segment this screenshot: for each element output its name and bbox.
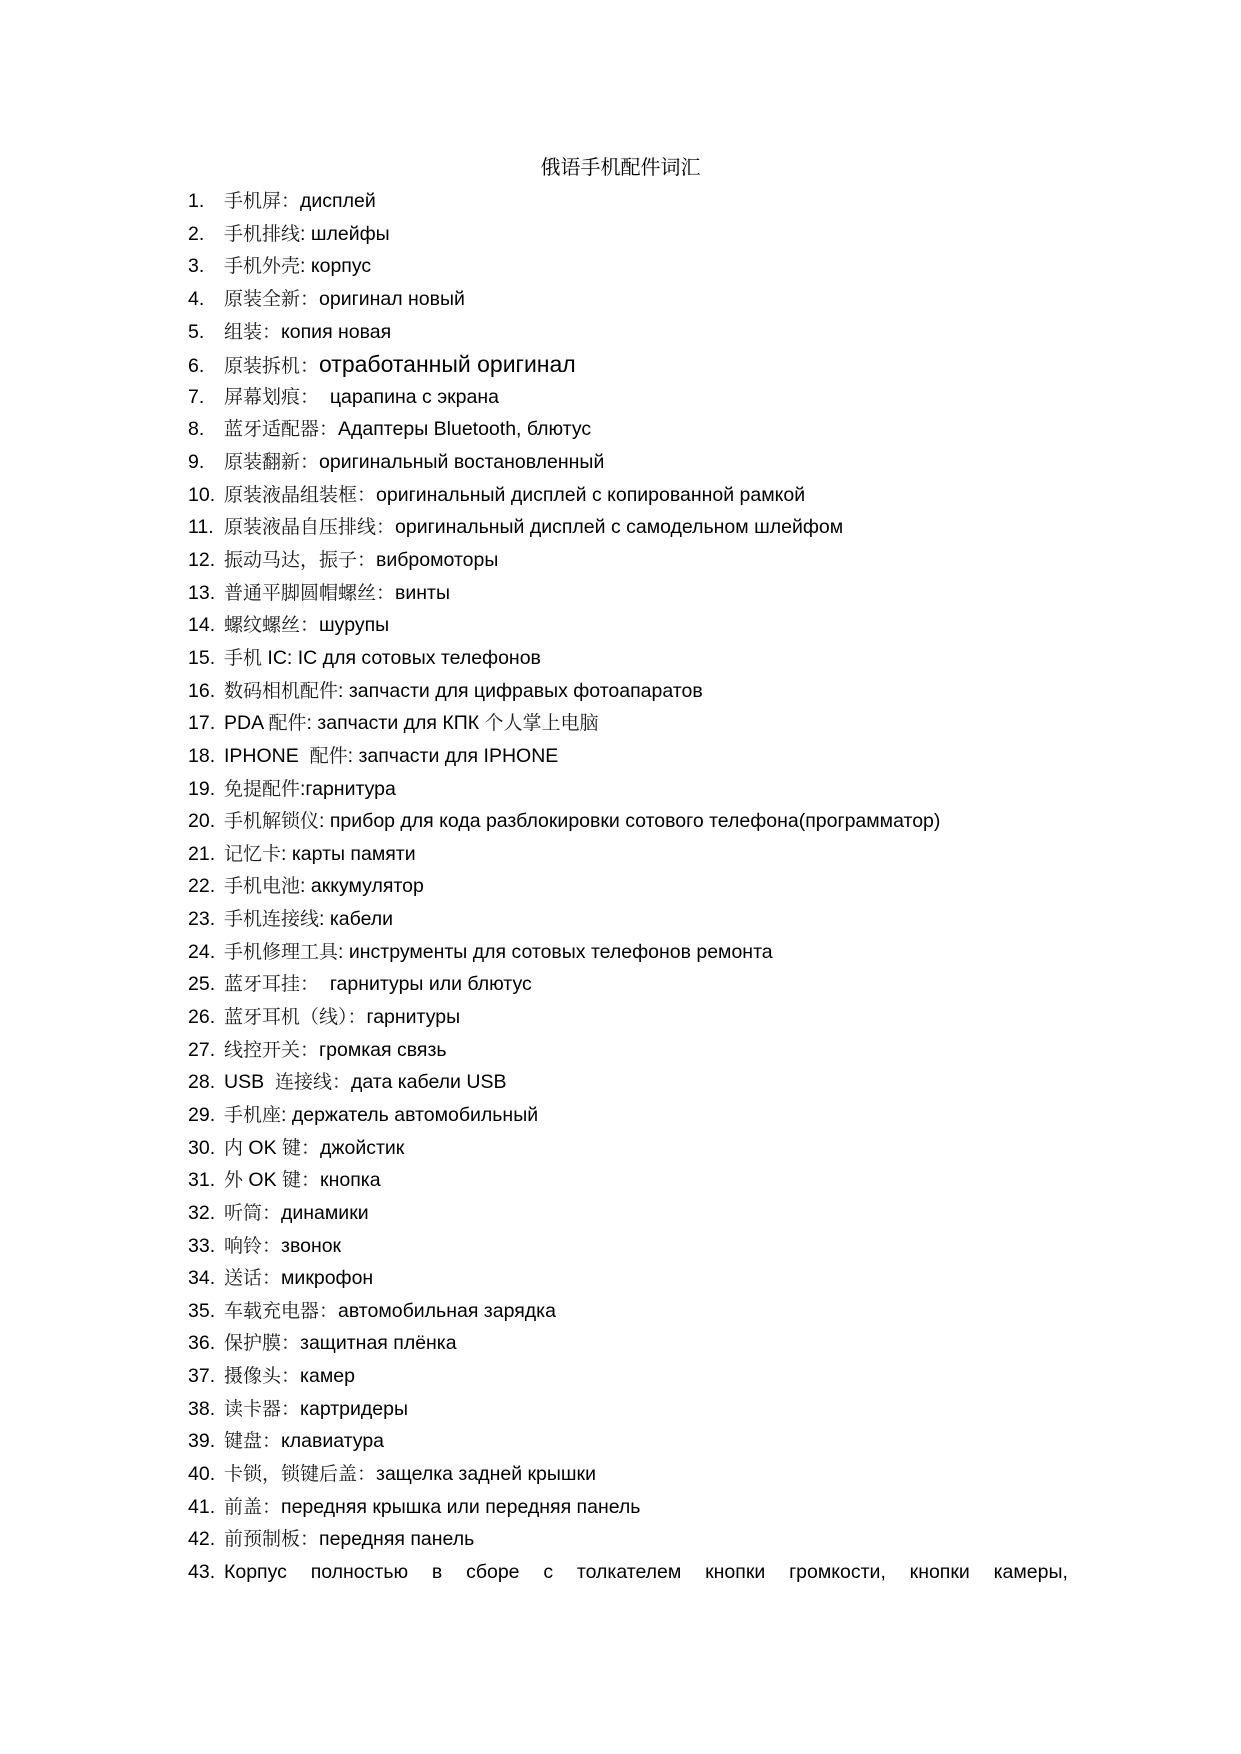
list-item [188,479,1068,512]
list-item [188,1034,1068,1067]
russian-term: кнопка [320,1169,381,1192]
item-number: 11. [188,516,214,539]
russian-term: : аккумулятор [300,875,424,898]
russian-term: PDA [224,712,269,735]
list-item [188,1295,1068,1328]
russian-term: IC: IC для сотовых телефонов [262,646,541,669]
item-number: 34. [188,1267,216,1290]
item-number: 42. [188,1528,216,1551]
chinese-term: 蓝牙耳机（线）： [224,1006,367,1029]
chinese-term: 保护膜： [224,1332,301,1355]
list-item [188,1230,1068,1263]
chinese-term: 振动马达，振子： [224,549,377,572]
word: полностью [310,1560,409,1583]
list-item [188,1099,1068,1132]
list-item [188,1197,1068,1230]
russian-term: камер [300,1365,355,1388]
chinese-term: 蓝牙适配器： [224,418,339,441]
chinese-term: 键盘： [224,1430,282,1453]
item-number: 19. [188,777,216,800]
word: толкателем [576,1560,682,1583]
list-item [188,838,1068,871]
chinese-term: 原装液晶组装框： [224,483,377,506]
list-item [188,316,1068,349]
word: Корпус [224,1560,287,1583]
chinese-term: 手机连接线 [224,908,320,931]
word: сборе [466,1560,520,1583]
chinese-term: 前盖： [224,1495,282,1518]
list-item [188,511,1068,544]
russian-term: передняя панель [319,1528,475,1551]
list-item [188,1262,1068,1295]
item-number: 24. [188,940,216,963]
list-item [188,1556,1068,1589]
chinese-term: 车载充电器： [224,1299,339,1322]
list-item [188,707,1068,740]
item-number: 38. [188,1397,216,1420]
item-number: 41. [188,1495,216,1518]
russian-term: : прибор для кода разблокировки сотового телефона(программатор) [319,810,941,833]
list-item [188,805,1068,838]
list-item [188,1491,1068,1524]
item-number: 36. [188,1332,216,1355]
item-number: 37. [188,1365,216,1388]
item-number: 30. [188,1136,216,1159]
chinese-term: 读卡器： [224,1397,301,1420]
item-number: 21. [188,842,216,865]
item-number: 29. [188,1103,216,1126]
russian-term: :гарнитура [300,777,396,800]
chinese-term: 前预制板： [224,1528,320,1551]
list-item [188,740,1068,773]
russian-term: Адаптеры Bluetooth, блютус [338,418,592,441]
russian-term: вибромоторы [376,549,499,572]
russian-term: OK [243,1136,283,1159]
russian-term: : запчасти для КПК [306,712,485,735]
list-item [188,1132,1068,1165]
chinese-term: 屏幕划痕： [224,385,320,408]
chinese-term: 外 [224,1169,244,1192]
russian-term: : шлейфы [300,222,390,245]
page-title: 俄语手机配件词汇 [540,155,701,179]
chinese-term: 手机外壳 [224,255,301,278]
list-item [188,773,1068,806]
item-number: 5. [188,320,205,343]
russian-term: динамики [281,1201,369,1224]
item-number: 10. [188,483,216,506]
russian-term: автомобильная зарядка [338,1299,556,1322]
list-item [188,283,1068,316]
list-item [188,1458,1068,1491]
chinese-term: 手机电池 [224,875,301,898]
russian-term: шурупы [319,614,390,637]
item-number: 28. [188,1071,216,1094]
list-item [188,381,1068,414]
item-number: 18. [188,744,216,767]
item-number: 14. [188,614,216,637]
chinese-term: 蓝牙耳挂： [224,973,320,996]
russian-term: : карты памяти [281,842,416,865]
list-item [188,1164,1068,1197]
item-number: 22. [188,875,216,898]
chinese-term: 连接线： [274,1071,351,1094]
russian-term: OK [243,1169,283,1192]
russian-term: звонок [281,1234,342,1257]
russian-term: картридеры [300,1397,408,1420]
item-number: 8. [188,418,205,441]
russian-term: гарнитуры [366,1006,461,1029]
russian-term: оригинальный дисплей с самодельном шлейфом [395,516,844,539]
russian-term: : держатель автомобильный [281,1103,539,1126]
item-number: 43. [188,1560,216,1583]
item-number: 40. [188,1462,216,1485]
list-item [188,185,1068,218]
chinese-term: 内 [224,1136,244,1159]
chinese-term: 手机 [224,646,263,669]
list-item [188,1066,1068,1099]
russian-term: копия новая [281,320,392,343]
list-item [188,1327,1068,1360]
russian-term: оригинальный дисплей с копированной рамкой [376,483,806,506]
list-item [188,218,1068,251]
item-number: 27. [188,1038,216,1061]
russian-term: USB [224,1071,275,1094]
item-number: 35. [188,1299,216,1322]
item-number: 6. [188,355,205,378]
chinese-term: 手机座 [224,1103,282,1126]
item-number: 2. [188,222,205,245]
chinese-term: 配件 [309,744,348,767]
russian-term: громкая связь [319,1038,447,1061]
russian-term: : кабели [319,908,394,931]
chinese-term: 送话： [224,1267,282,1290]
russian-term: : корпус [300,255,372,278]
russian-term: передняя крышка или передняя панель [281,1495,641,1518]
chinese-term: 响铃： [224,1234,282,1257]
chinese-term: 键： [282,1136,321,1159]
list-item [188,1001,1068,1034]
list-item [188,1393,1068,1426]
list-item [188,1360,1068,1393]
list-item [188,642,1068,675]
chinese-term: 键： [282,1169,321,1192]
item-number: 17. [188,712,216,735]
item-number: 13. [188,581,216,604]
item-number: 1. [188,190,205,212]
list-item [188,1523,1068,1556]
chinese-term: 螺纹螺丝： [224,614,320,637]
chinese-term: 摄像头： [224,1365,301,1388]
chinese-term: 免提配件 [224,777,301,800]
russian-term: оригинал новый [319,287,465,310]
list-item [188,675,1068,708]
russian-term: IPHONE [224,744,310,767]
item-number: 32. [188,1201,216,1224]
list-item [188,609,1068,642]
russian-term: винты [395,581,450,604]
list-item [188,870,1068,903]
list-item [188,1425,1068,1458]
list-item [188,968,1068,1001]
chinese-term: 个人掌上电脑 [484,712,599,735]
chinese-term: 配件 [268,712,307,735]
russian-term: : запчасти для цифравых фотоапаратов [338,679,703,702]
item-number: 23. [188,908,216,931]
item-number: 20. [188,810,216,833]
list-item [188,413,1068,446]
item-number: 3. [188,255,205,278]
list-item [188,903,1068,936]
item-number: 9. [188,451,205,474]
russian-term: джойстик [320,1136,405,1159]
russian-term: микрофон [281,1267,374,1290]
list-item [188,250,1068,283]
word: кнопки [705,1560,766,1583]
word: камеры, [993,1560,1068,1583]
chinese-term: 卡锁，锁键后盖： [224,1462,377,1485]
list-item [188,936,1068,969]
vocabulary-list [188,185,1068,1589]
chinese-term: 普通平脚圆帽螺丝： [224,581,396,604]
russian-term: гарнитуры или блютус [319,973,532,996]
chinese-term: 手机排线 [224,222,301,245]
russian-term: царапина с экрана [319,385,499,408]
item-number: 31. [188,1169,216,1192]
item-number: 15. [188,646,216,669]
chinese-term: 手机修理工具 [224,940,339,963]
item-number: 12. [188,549,216,572]
russian-term: отработанный оригинал [319,351,576,378]
chinese-term: 原装液晶自压排线： [224,516,396,539]
justified-text-line [224,1556,1068,1589]
chinese-term: 原装拆机： [224,355,320,378]
russian-term: : запчасти для IPHONE [347,744,559,767]
russian-term: дата кабели USB [350,1071,507,1094]
item-number: 7. [188,385,205,408]
item-number: 39. [188,1430,216,1453]
list-item [188,577,1068,610]
word: громкости, [789,1560,886,1583]
chinese-term: 原装全新： [224,287,320,310]
item-number: 33. [188,1234,216,1257]
russian-term: защитная плёнка [300,1332,457,1355]
item-number: 4. [188,287,205,310]
chinese-term: 数码相机配件 [224,679,339,702]
chinese-term: 手机屏： [224,190,301,212]
item-number: 26. [188,1006,216,1029]
chinese-term: 记忆卡 [224,842,282,865]
word: в [431,1560,443,1583]
word: с [543,1560,554,1583]
list-item [188,348,1068,381]
item-number: 25. [188,973,216,996]
word: кнопки [909,1560,970,1583]
chinese-term: 听筒： [224,1201,282,1224]
list-item [188,446,1068,479]
chinese-term: 手机解锁仪 [224,810,320,833]
russian-term: дисплей [300,190,376,212]
chinese-term: 组装： [224,320,282,343]
russian-term: клавиатура [281,1430,385,1453]
russian-term: оригинальный востановленный [319,451,605,474]
chinese-term: 原装翻新： [224,451,320,474]
item-number: 16. [188,679,216,702]
chinese-term: 线控开关： [224,1038,320,1061]
russian-term: : инструменты для сотовых телефонов ремонта [338,940,773,963]
list-item [188,544,1068,577]
russian-term: защелка задней крышки [376,1462,596,1485]
